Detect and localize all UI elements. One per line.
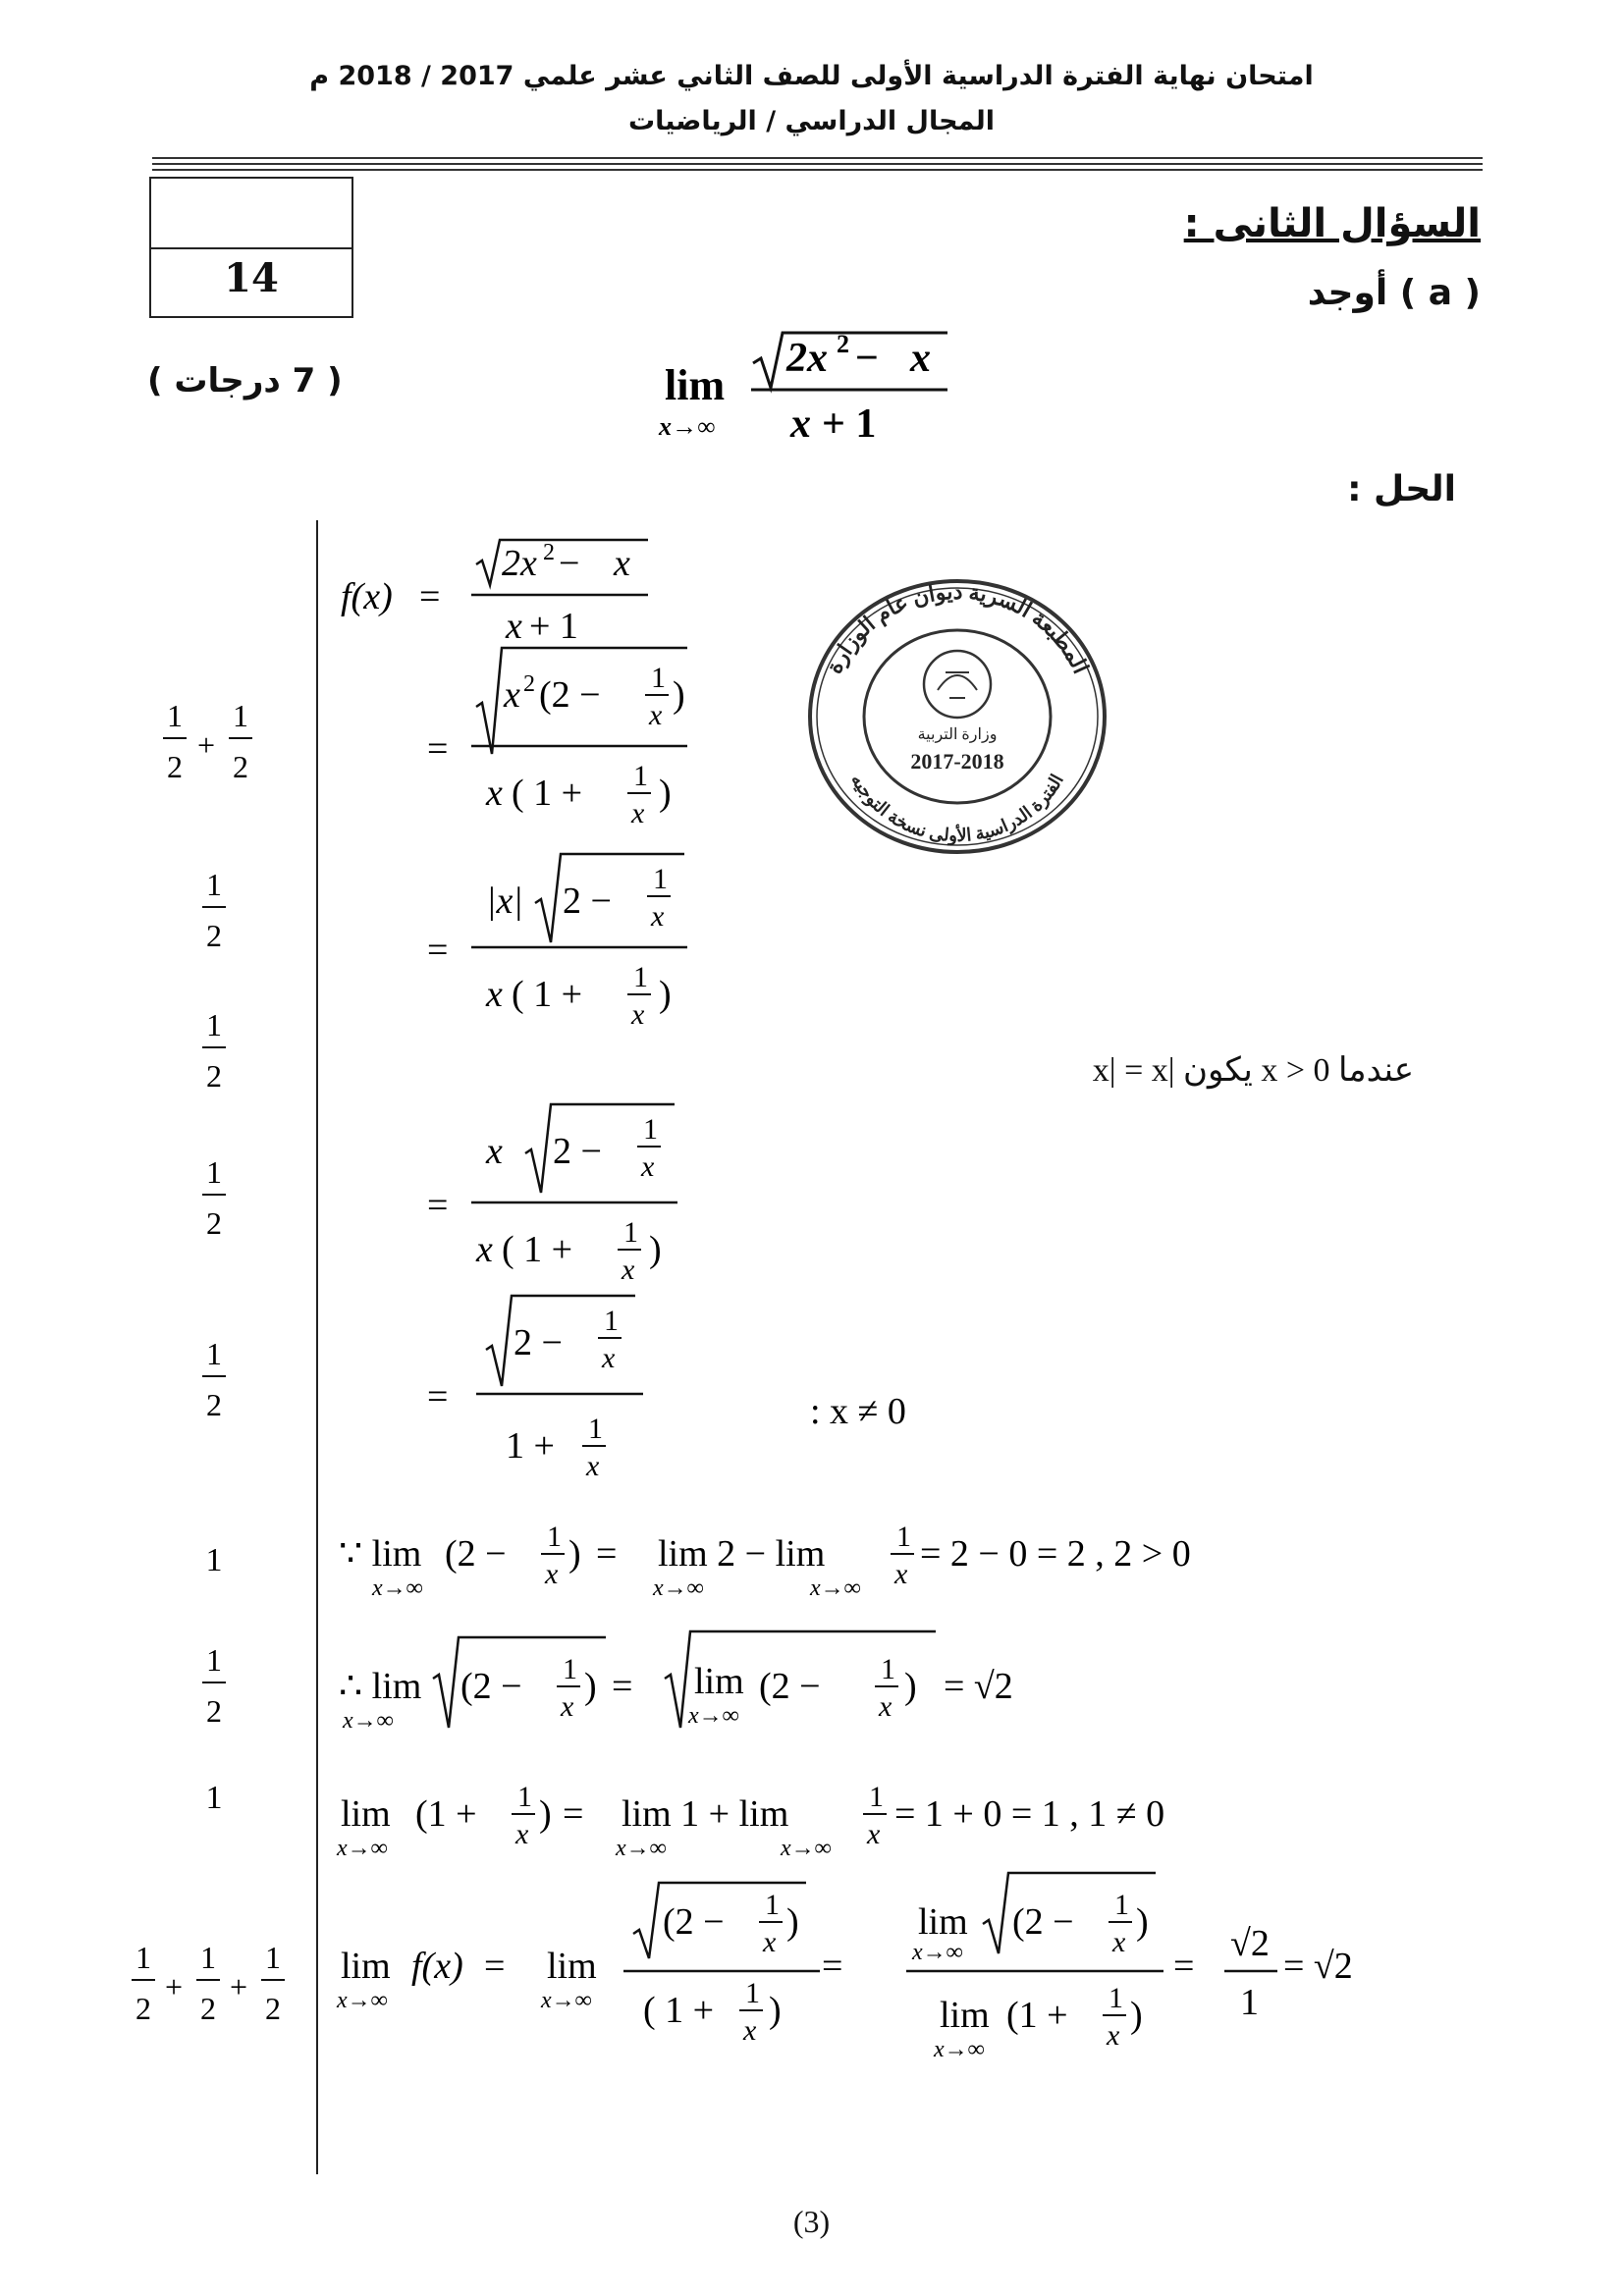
- step-3: [427, 854, 687, 1031]
- svg-text:lim 1 + lim: lim 1 + lim: [622, 1793, 789, 1835]
- svg-text:= √2: = √2: [1283, 1946, 1353, 1987]
- svg-text:1 +: 1 +: [506, 1425, 555, 1467]
- page-number: (3): [792, 2204, 831, 2239]
- stamp-ring-text: المطبعة السرية ديوان عام الوزارة: [821, 579, 1094, 677]
- svg-text:(2 −: (2 −: [445, 1533, 507, 1575]
- svg-text:1: 1: [547, 1521, 562, 1553]
- svg-text:): ): [1130, 1995, 1143, 2036]
- question-limit-expression: [653, 319, 977, 456]
- question-title: السؤال الثانى :: [1183, 201, 1481, 246]
- svg-text:x: x: [867, 1818, 881, 1850]
- svg-text:1: 1: [869, 1781, 884, 1813]
- svg-text:2 −: 2 −: [514, 1322, 563, 1363]
- svg-text:2: 2: [837, 330, 849, 358]
- svg-text:|x|: |x|: [486, 881, 523, 922]
- svg-text:(2 −: (2 −: [539, 674, 601, 716]
- svg-text:−: −: [855, 336, 879, 381]
- svg-text:): ): [769, 1990, 782, 2031]
- question-points: ( 7 درجات ): [147, 361, 343, 400]
- svg-text:1: 1: [623, 1216, 638, 1249]
- svg-text:f(x): f(x): [411, 1946, 463, 1987]
- svg-text:x: x: [743, 2014, 757, 2047]
- svg-text:1: 1: [167, 698, 183, 733]
- svg-text:( 1 +: ( 1 +: [512, 773, 583, 814]
- svg-text:= 2 − 0 = 2 , 2 > 0: = 2 − 0 = 2 , 2 > 0: [920, 1533, 1191, 1575]
- svg-text:1: 1: [205, 1542, 223, 1578]
- svg-text:x: x: [486, 974, 503, 1015]
- svg-text:=: =: [596, 1533, 618, 1575]
- svg-text:): ): [584, 1666, 597, 1707]
- svg-text:lim 2 − lim: lim 2 − lim: [658, 1533, 826, 1575]
- ministry-stamp: [800, 574, 1114, 859]
- svg-text:x: x: [622, 1254, 635, 1286]
- svg-text:+ 1: + 1: [529, 606, 578, 647]
- svg-text:x: x: [545, 1558, 559, 1590]
- solution-note: عندما x > 0 يكون |x| = x: [1092, 1052, 1414, 1089]
- svg-text:= √2: = √2: [944, 1666, 1013, 1707]
- svg-text:−: −: [559, 543, 580, 584]
- score-box: [149, 177, 353, 318]
- svg-text:x→∞: x→∞: [810, 1575, 861, 1601]
- svg-text:lim: lim: [694, 1661, 744, 1702]
- svg-text:x→∞: x→∞: [343, 1708, 394, 1734]
- svg-text:1: 1: [206, 1336, 222, 1371]
- step-1: [341, 540, 648, 647]
- svg-text:x: x: [504, 674, 520, 716]
- mark-4: [202, 1154, 226, 1241]
- svg-text:x: x: [506, 606, 522, 647]
- step-4: [427, 1104, 677, 1286]
- svg-text:x→∞: x→∞: [781, 1836, 832, 1861]
- svg-text:2: 2: [206, 1205, 222, 1241]
- stamp-ring-text-bottom: الفترة الدراسية الأولى نسخة التوجيه: [847, 771, 1067, 846]
- svg-text:x: x: [561, 1690, 574, 1723]
- mark-8: [206, 1780, 223, 1816]
- svg-text:1: 1: [206, 867, 222, 902]
- svg-text:1: 1: [643, 1113, 658, 1146]
- svg-text:x: x: [602, 1342, 616, 1374]
- svg-text:1: 1: [206, 1154, 222, 1190]
- svg-text:x→∞: x→∞: [337, 1988, 388, 2013]
- exam-title: امتحان نهاية الفترة الدراسية الأولى للصف الثاني عشر علمي 2017 / 2018 م: [309, 61, 1314, 91]
- svg-text:x→∞: x→∞: [337, 1836, 388, 1861]
- svg-text:): ): [673, 674, 685, 716]
- svg-text:): ): [1136, 1901, 1149, 1943]
- svg-text:x: x: [763, 1926, 777, 1958]
- svg-text:+: +: [229, 1969, 248, 2004]
- svg-text:x→∞: x→∞: [541, 1988, 592, 2013]
- svg-text:=: =: [1173, 1946, 1195, 1987]
- svg-text:1: 1: [745, 1977, 760, 2009]
- svg-text:+: +: [164, 1969, 184, 2004]
- svg-text:2: 2: [206, 1058, 222, 1094]
- mark-7: [202, 1642, 226, 1729]
- svg-text:x: x: [641, 1150, 655, 1183]
- svg-text:∴ lim: ∴ lim: [339, 1666, 422, 1707]
- exam-subject: المجال الدراسي / الرياضيات: [627, 106, 996, 136]
- header-divider: [152, 157, 1483, 159]
- svg-text:الفترة الدراسية الأولى نسخة ال: [847, 771, 1067, 846]
- svg-text:): ): [786, 1901, 799, 1943]
- svg-text:2: 2: [523, 671, 535, 697]
- svg-text:2 −: 2 −: [563, 881, 612, 922]
- svg-text:2: 2: [200, 1991, 216, 2026]
- svg-text:x→∞: x→∞: [616, 1836, 667, 1861]
- svg-text:lim: lim: [547, 1946, 597, 1987]
- svg-text:f(x): f(x): [341, 576, 393, 617]
- svg-text:): ): [904, 1666, 917, 1707]
- svg-text:lim: lim: [341, 1946, 391, 1987]
- marks-column: [118, 687, 314, 2042]
- svg-text:x: x: [586, 1450, 600, 1482]
- svg-text:2: 2: [135, 1991, 151, 2026]
- svg-text:2: 2: [265, 1991, 281, 2026]
- step-2: [427, 648, 687, 829]
- svg-text:1: 1: [588, 1413, 603, 1445]
- svg-text:=: =: [822, 1946, 843, 1987]
- svg-text:1: 1: [651, 662, 666, 694]
- svg-text:x: x: [614, 543, 630, 584]
- step-7: [339, 1631, 1013, 1734]
- svg-text:2: 2: [206, 918, 222, 953]
- svg-text:): ): [539, 1793, 552, 1835]
- svg-text:1: 1: [1109, 1982, 1123, 2014]
- svg-text:1: 1: [633, 961, 648, 993]
- svg-text:(1 +: (1 +: [1006, 1995, 1068, 2036]
- svg-text:1: 1: [653, 863, 668, 895]
- svg-text:): ): [649, 1229, 662, 1270]
- svg-text:x: x: [515, 1818, 529, 1850]
- score-value: 14: [224, 255, 279, 301]
- svg-text:(2 −: (2 −: [1012, 1901, 1074, 1943]
- svg-text:x: x: [1112, 1926, 1126, 1958]
- svg-text:x: x: [486, 773, 503, 814]
- svg-text:=: =: [427, 930, 449, 971]
- svg-text:=: =: [419, 576, 441, 617]
- svg-text:x: x: [631, 998, 645, 1031]
- svg-text:x: x: [879, 1690, 893, 1723]
- mark-5: [202, 1336, 226, 1422]
- svg-text:2: 2: [206, 1387, 222, 1422]
- svg-text:2x: 2x: [786, 336, 828, 381]
- svg-text:(2 −: (2 −: [759, 1666, 821, 1707]
- svg-text:2: 2: [233, 749, 248, 784]
- svg-text:1: 1: [517, 1781, 532, 1813]
- mark-6: [206, 1542, 223, 1578]
- header-divider-2: [152, 163, 1483, 165]
- svg-text:1: 1: [881, 1653, 895, 1685]
- svg-text:( 1 +: ( 1 +: [643, 1990, 715, 2031]
- svg-text:x: x: [910, 336, 931, 381]
- svg-text:1: 1: [200, 1940, 216, 1975]
- svg-text:1: 1: [206, 1642, 222, 1678]
- svg-text:=: =: [484, 1946, 506, 1987]
- svg-text:1: 1: [896, 1521, 911, 1553]
- svg-text:x: x: [486, 1131, 503, 1172]
- svg-text:x→∞: x→∞: [372, 1575, 423, 1601]
- mark-9: [132, 1940, 285, 2026]
- svg-text:+ 1: + 1: [822, 401, 877, 447]
- step-5: [427, 1296, 643, 1482]
- svg-text:): ): [659, 974, 672, 1015]
- svg-text:( 1 +: ( 1 +: [512, 974, 583, 1015]
- step-condition: : x ≠ 0: [810, 1391, 906, 1432]
- mark-1: [163, 698, 252, 784]
- svg-text:lim: lim: [918, 1901, 968, 1943]
- svg-text:∵ lim: ∵ lim: [339, 1533, 422, 1575]
- svg-text:2: 2: [167, 749, 183, 784]
- svg-text:=: =: [427, 728, 449, 770]
- svg-text:): ): [568, 1533, 581, 1575]
- header-divider-3: [152, 169, 1483, 171]
- svg-text:x: x: [790, 401, 811, 447]
- svg-text:1: 1: [205, 1780, 223, 1816]
- svg-text:√2: √2: [1230, 1923, 1270, 1964]
- svg-text:2: 2: [543, 540, 555, 565]
- svg-text:1: 1: [633, 760, 648, 792]
- svg-text:lim: lim: [341, 1793, 391, 1835]
- svg-text:(1 +: (1 +: [415, 1793, 477, 1835]
- svg-text:المطبعة السرية ديوان عام الوزا: [821, 579, 1093, 677]
- svg-text:x→∞: x→∞: [934, 2037, 985, 2062]
- svg-text:1: 1: [206, 1007, 222, 1042]
- svg-text:1: 1: [1114, 1889, 1129, 1921]
- stamp-center-label: وزارة التربية: [917, 726, 998, 743]
- svg-text:x: x: [649, 699, 663, 731]
- stamp-years: 2017-2018: [910, 749, 1004, 774]
- svg-text:1: 1: [604, 1305, 619, 1337]
- svg-text:1: 1: [233, 698, 248, 733]
- svg-text:1: 1: [265, 1940, 281, 1975]
- emblem-icon: [924, 651, 991, 718]
- svg-text:2 −: 2 −: [553, 1131, 602, 1172]
- mark-3: [202, 1007, 226, 1094]
- marks-divider: [316, 520, 318, 2174]
- svg-text:lim: lim: [665, 361, 726, 409]
- svg-text:x→∞: x→∞: [659, 412, 716, 441]
- svg-text:x→∞: x→∞: [912, 1940, 963, 1965]
- svg-text:=: =: [427, 1185, 449, 1226]
- svg-text:x: x: [651, 900, 665, 933]
- svg-text:1: 1: [1240, 1982, 1259, 2023]
- svg-text:1: 1: [765, 1889, 780, 1921]
- svg-text:x: x: [1107, 2019, 1120, 2052]
- svg-text:lim: lim: [940, 1995, 990, 2036]
- svg-text:1: 1: [135, 1940, 151, 1975]
- svg-text:2: 2: [206, 1693, 222, 1729]
- svg-text:2x: 2x: [502, 543, 537, 584]
- svg-text:x: x: [894, 1558, 908, 1590]
- solution-label: الحل :: [1347, 469, 1456, 509]
- svg-text:( 1 +: ( 1 +: [502, 1229, 573, 1270]
- step-6: [339, 1521, 1191, 1601]
- svg-text:x→∞: x→∞: [653, 1575, 704, 1601]
- question-part-label: ( a ) أوجد: [1307, 273, 1481, 313]
- step-8: [336, 1781, 1164, 1861]
- step-9: [336, 1873, 1353, 2062]
- svg-text:=: =: [427, 1376, 449, 1417]
- svg-text:x: x: [476, 1229, 493, 1270]
- svg-text:): ): [659, 773, 672, 814]
- svg-text:(2 −: (2 −: [460, 1666, 522, 1707]
- svg-text:x: x: [631, 797, 645, 829]
- svg-text:x→∞: x→∞: [688, 1703, 739, 1729]
- svg-text:(2 −: (2 −: [663, 1901, 725, 1943]
- svg-text:1: 1: [563, 1653, 577, 1685]
- svg-text:= 1 + 0 = 1 , 1 ≠ 0: = 1 + 0 = 1 , 1 ≠ 0: [894, 1793, 1165, 1835]
- mark-2: [202, 867, 226, 953]
- svg-text:+: +: [196, 727, 216, 763]
- svg-text:=: =: [563, 1793, 584, 1835]
- svg-text:=: =: [612, 1666, 633, 1707]
